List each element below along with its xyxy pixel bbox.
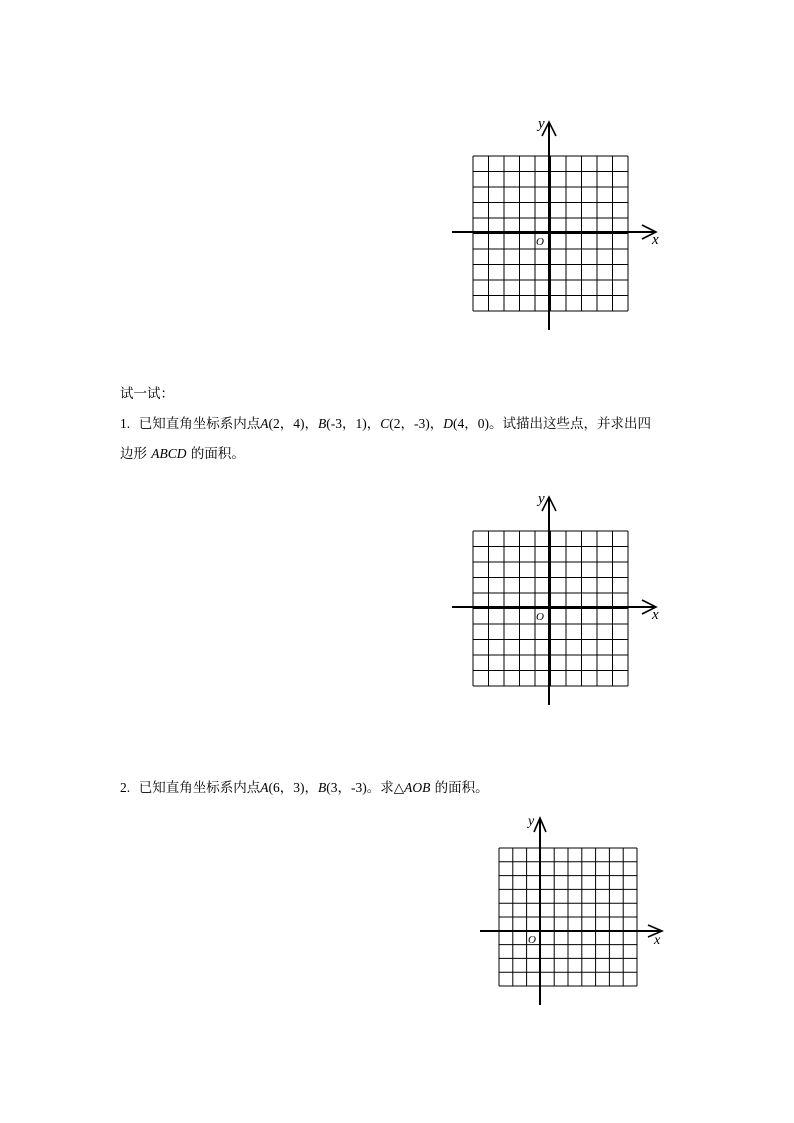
origin-label: O — [528, 934, 536, 946]
problem-1-line-2: 边形 ABCD 的面积。 — [120, 446, 245, 462]
grid-lines — [499, 848, 637, 986]
x-axis-label: x — [652, 232, 659, 248]
grid-lines — [473, 531, 628, 686]
origin-label: O — [536, 236, 544, 248]
y-axis-label: y — [538, 491, 545, 507]
problem-2-line-1: 2. 已知直角坐标系内点A(6，3)，B(3，-3)。求△AOB 的面积。 — [120, 780, 489, 796]
y-axis-label: y — [528, 814, 535, 829]
grid-lines — [473, 156, 628, 311]
x-axis-label: x — [652, 607, 659, 623]
coordinate-grid-1 — [440, 110, 670, 340]
x-axis-label: x — [654, 933, 661, 948]
origin-label: O — [536, 611, 544, 623]
coordinate-grid-2 — [440, 485, 670, 715]
problem-1-line-1: 1. 已知直角坐标系内点A(2，4)，B(-3，1)，C(2，-3)，D(4，0)。试描出这些点，并求出四 — [120, 416, 651, 432]
section-heading: 试一试： — [120, 386, 174, 402]
coordinate-grid-3 — [470, 808, 680, 1018]
y-axis-label: y — [538, 116, 545, 132]
